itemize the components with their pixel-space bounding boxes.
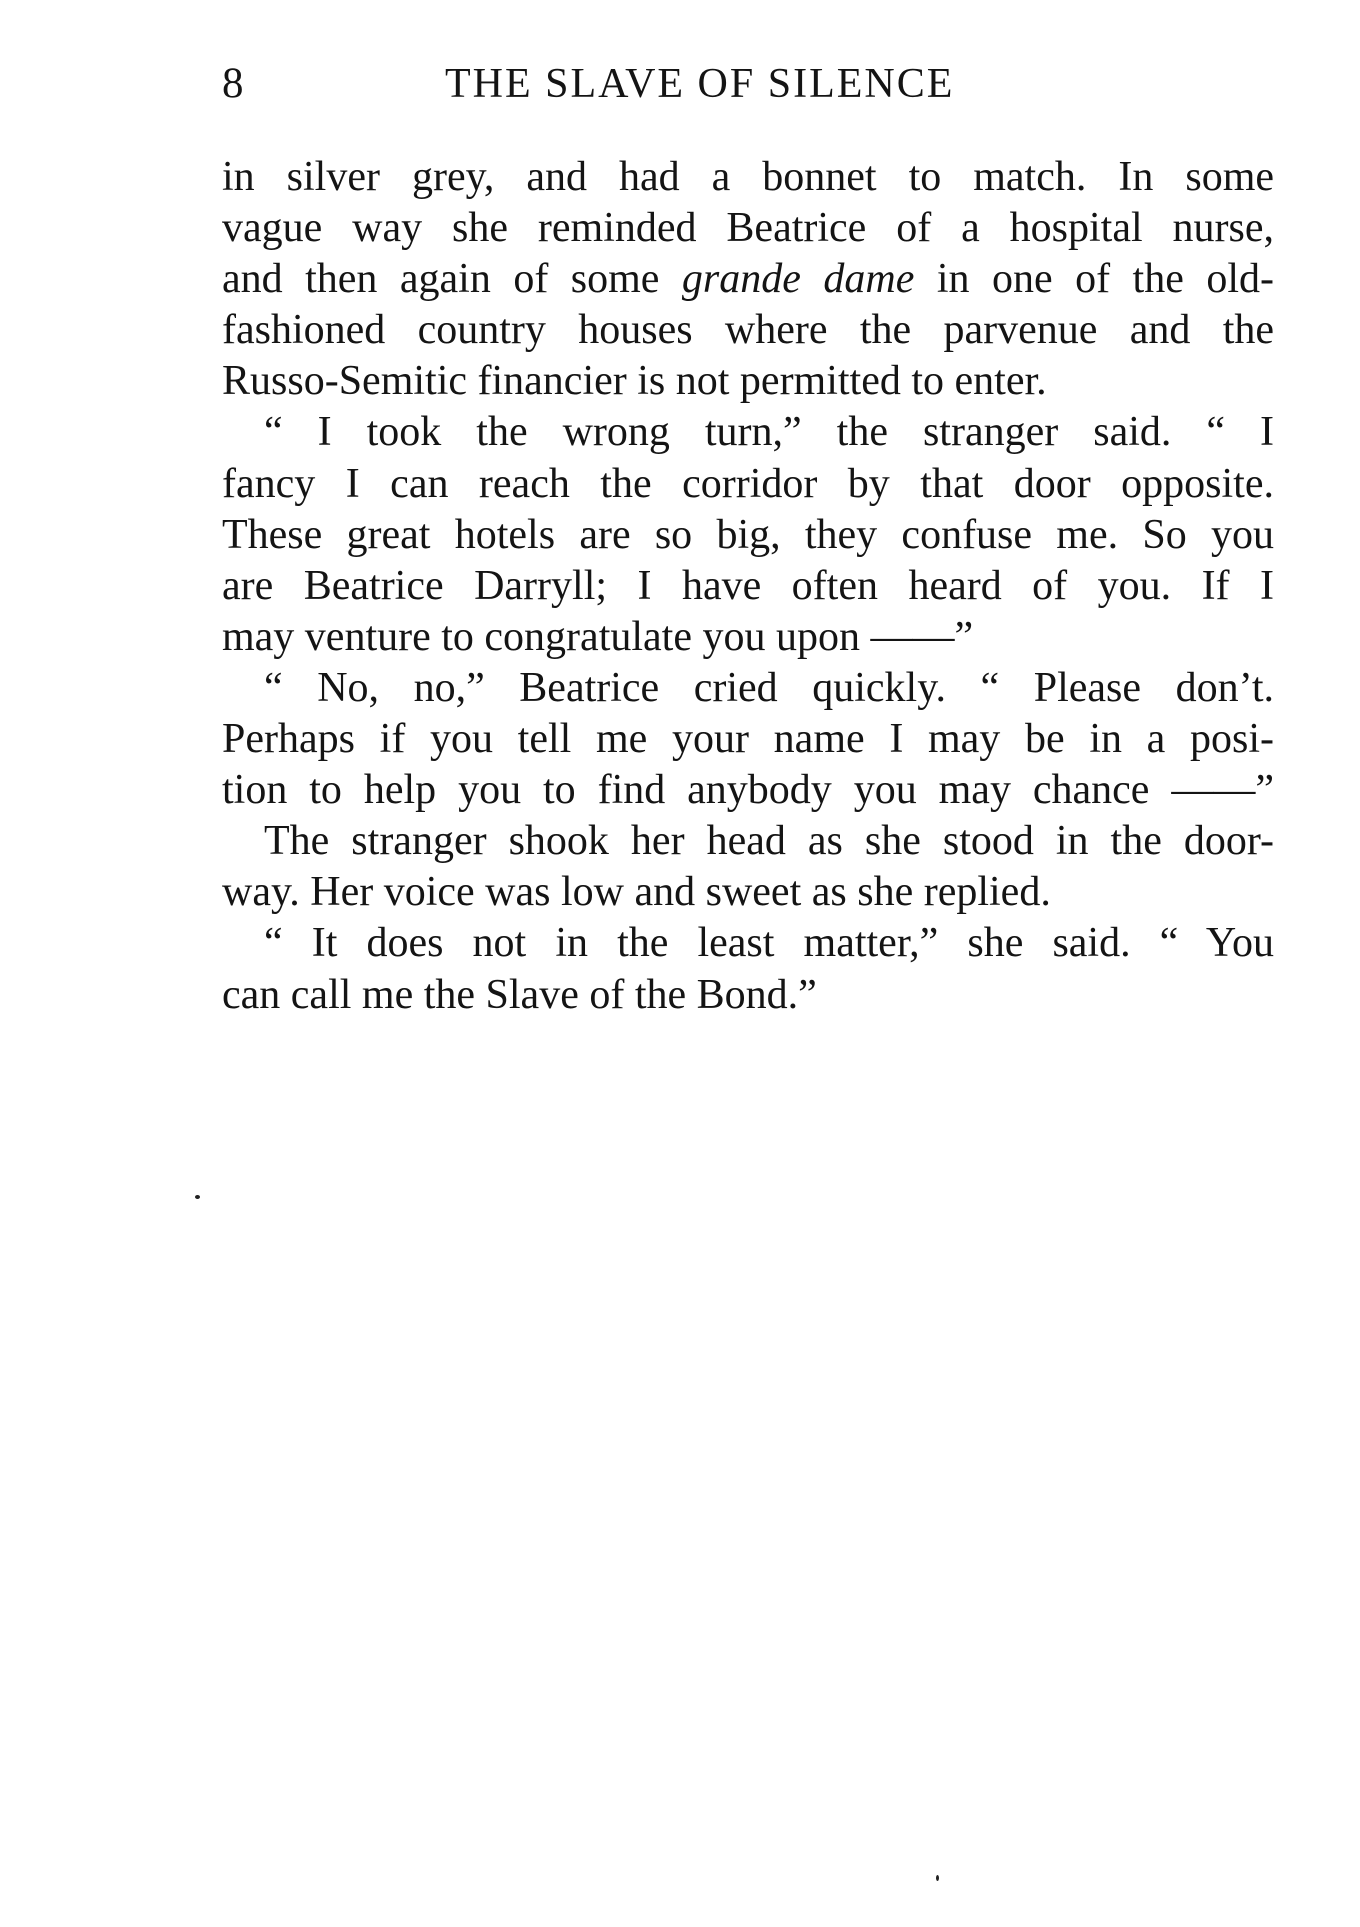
text-line: tion to help you to find anybody you may chance ——” <box>222 767 1274 814</box>
italic-phrase: grande dame <box>681 256 915 303</box>
text-line: vague way she reminded Beatrice of a hospital nurse, <box>222 205 1274 252</box>
text-line: The stranger shook her head as she stood in the door- <box>264 818 1274 865</box>
text-line <box>222 254 1274 305</box>
text-line: may venture to congratulate you upon ——” <box>222 613 974 660</box>
text-line: “ No, no,” Beatrice cried quickly. “ Please don’t. <box>264 664 1274 711</box>
ink-speck <box>195 1195 200 1199</box>
text-line: “ I took the wrong turn,” the stranger said. “ I <box>264 409 1274 456</box>
page-number: 8 <box>222 60 244 107</box>
text-line: Perhaps if you tell me your name I may be in a posi- <box>222 716 1274 763</box>
text-line: way. Her voice was low and sweet as she replied. <box>222 869 1051 916</box>
text-line: These great hotels are so big, they confuse me. So you <box>222 511 1274 558</box>
running-title: THE SLAVE OF SILENCE <box>445 61 955 107</box>
text-line: can call me the Slave of the Bond.” <box>222 971 817 1018</box>
text-line: fancy I can reach the corridor by that door opposite. <box>222 460 1274 507</box>
text-segment: in one of the old- <box>914 256 1274 303</box>
text-line: are Beatrice Darryll; I have often heard of you. If I <box>222 562 1274 609</box>
text-segment: and then again of some <box>222 256 682 303</box>
ink-speck <box>936 1875 939 1881</box>
text-line: fashioned country houses where the parvenue and the <box>222 307 1274 354</box>
page-header <box>222 56 1272 112</box>
text-line: in silver grey, and had a bonnet to match. In some <box>222 154 1274 200</box>
body-text <box>222 152 1274 1021</box>
text-line: “ It does not in the least matter,” she said. “ You <box>264 920 1274 967</box>
text-line: Russo-Semitic financier is not permitted to enter. <box>222 358 1047 405</box>
